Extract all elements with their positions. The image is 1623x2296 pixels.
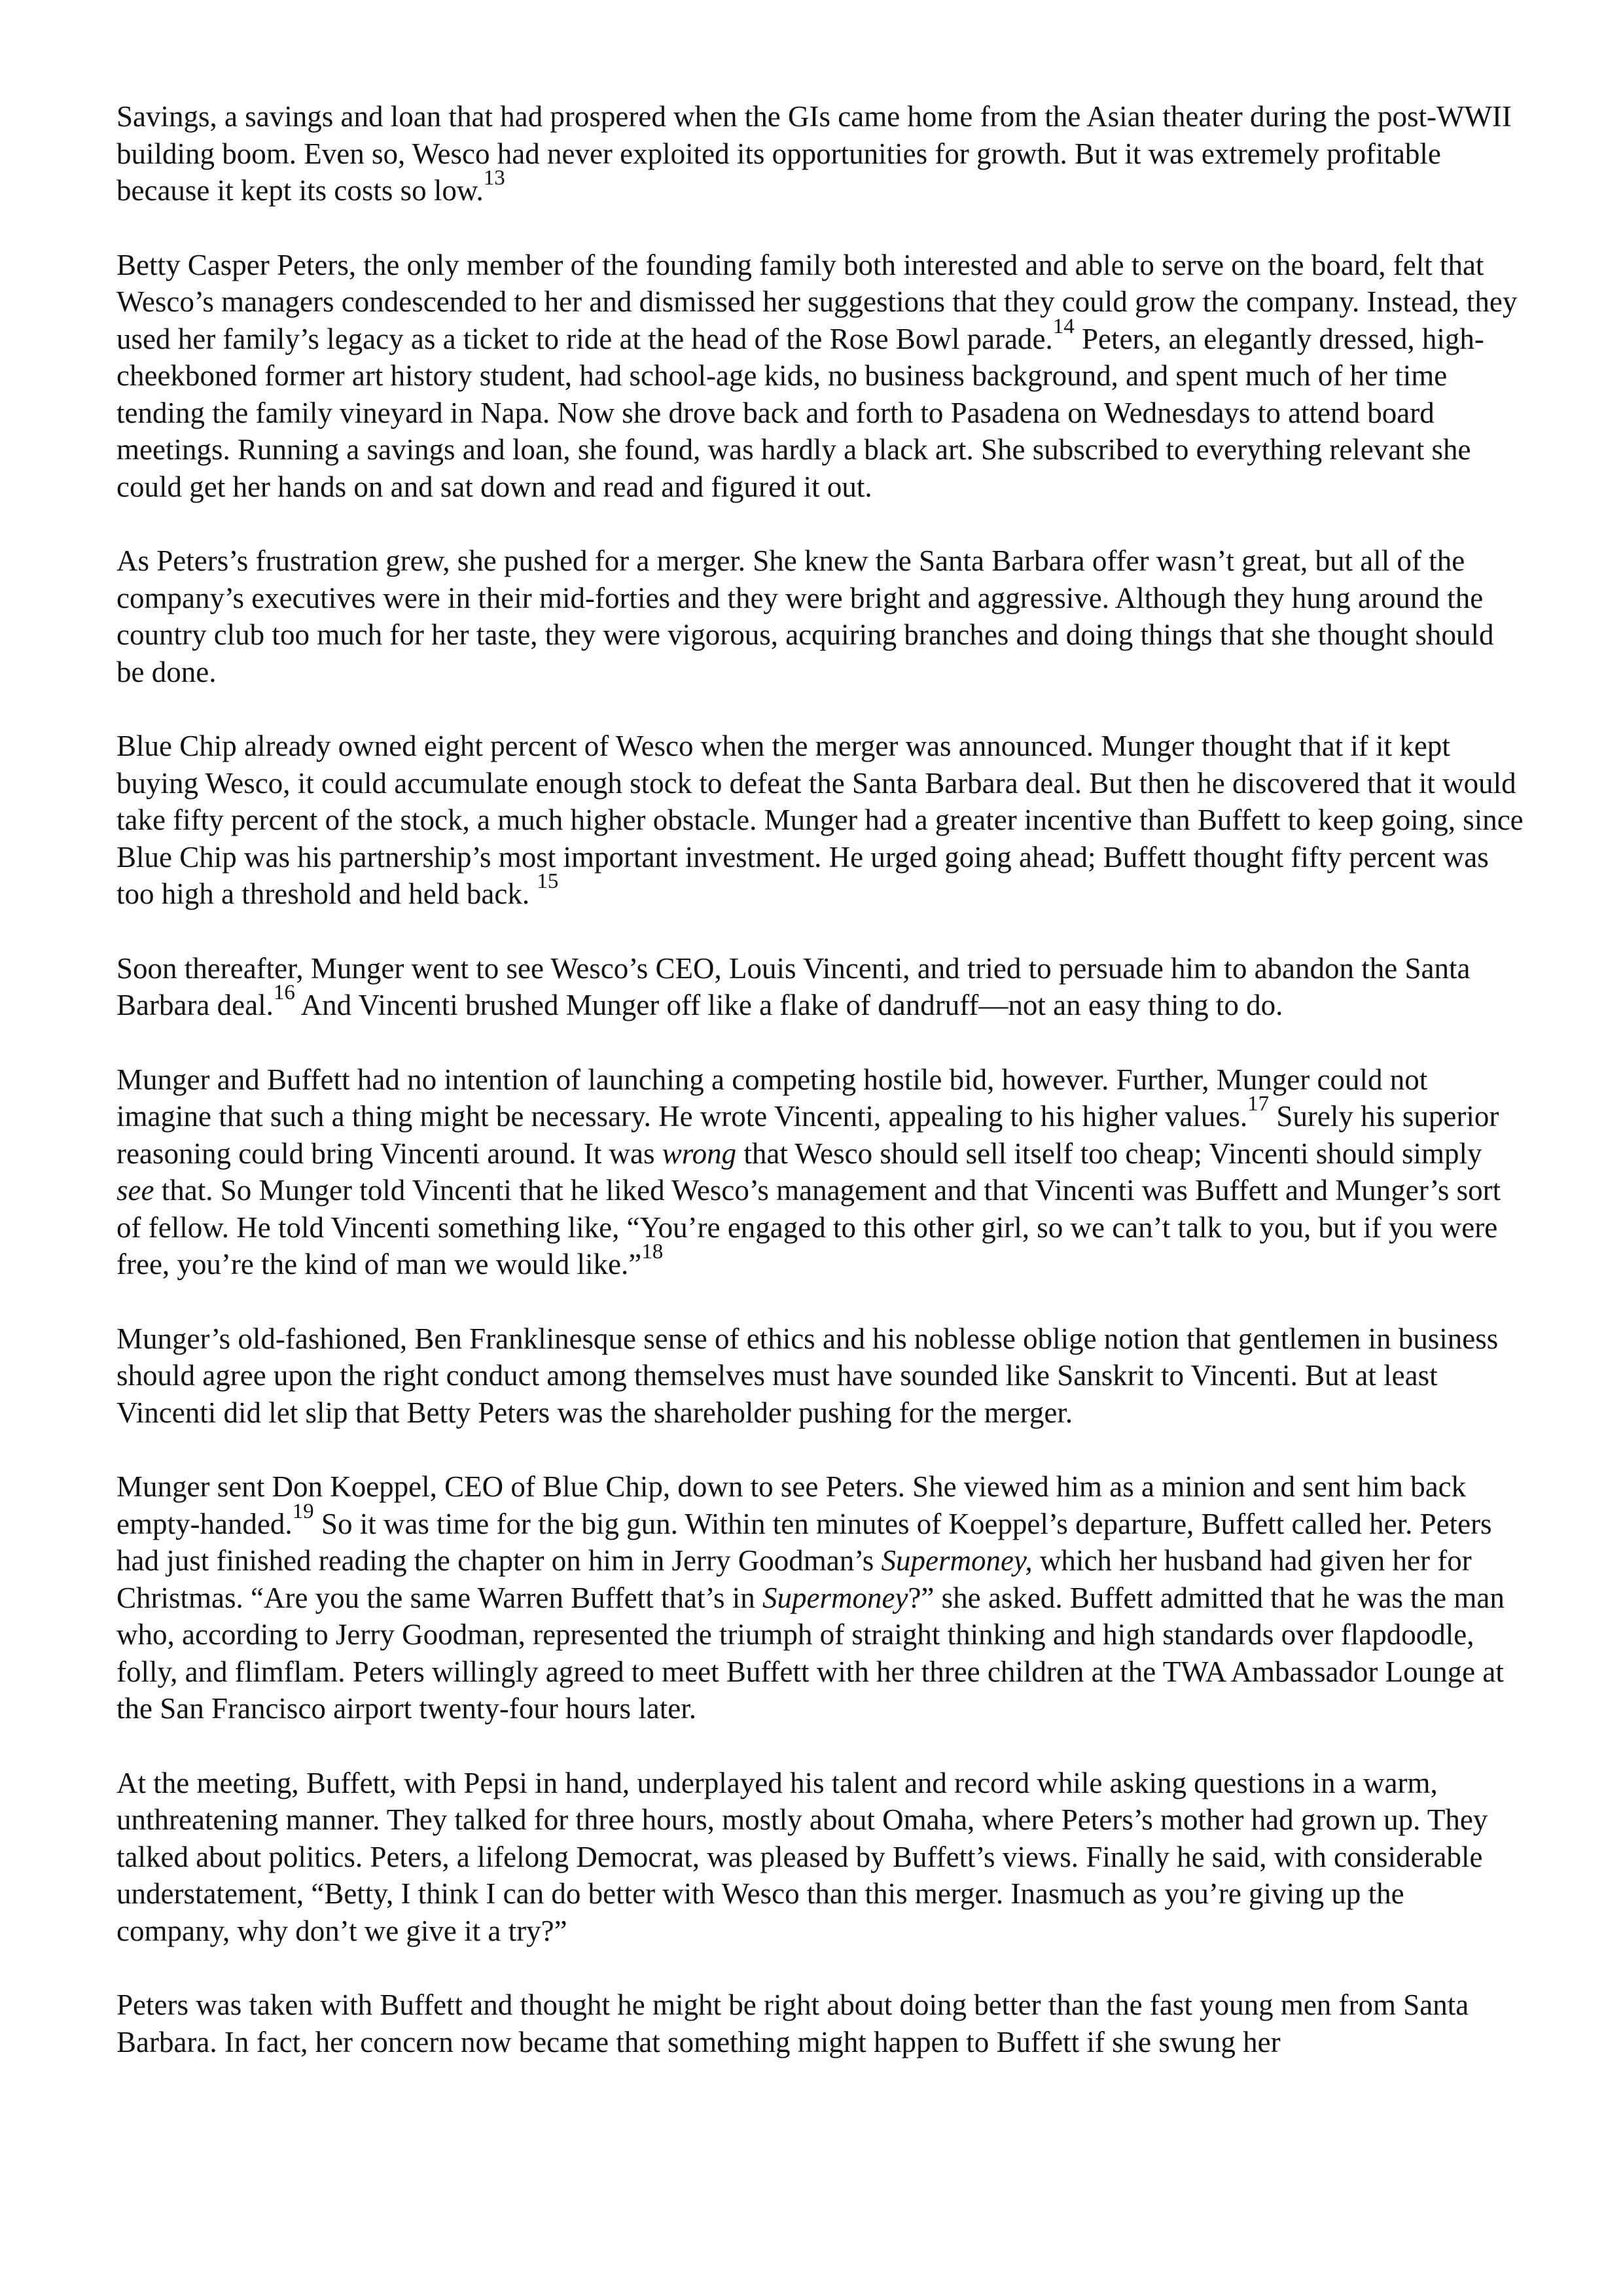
italic-text: wrong	[662, 1137, 737, 1170]
italic-text: see	[116, 1174, 154, 1207]
text-run: So it was time for the big gun. Within ten minutes of Koeppel’s departure, Buffett called her. Peters had just finished reading the chapter on him in Jerry Goodman’s	[116, 1507, 1492, 1577]
text-run: Peters, an elegantly dressed, high-cheekboned former art history student, had school-age kids, no business background, and spent much of her time tending the family vineyard in Napa. Now she drove back and forth to Pasadena on Wednesdays to attend board meetings. Running a savings and loan, she found, was hardly a black art. She subscribed to everything relevant she could get her hands on and sat down and read and figured it out.	[116, 322, 1484, 503]
text-run: Blue Chip already owned eight percent of Wesco when the merger was announced. Munger thought that if it kept buying Wesco, it could accumulate enough stock to defeat the Santa Barbara deal. But then he discovered that it would take fifty percent of the stock, a much higher obstacle. Munger had a greater incentive than Buffett to keep going, since Blue Chip was his partnership’s most important investment. He urged going ahead; Buffett thought fifty percent was too high a threshold and held back.	[116, 730, 1524, 910]
body-paragraph	[116, 542, 1524, 690]
body-paragraph	[116, 247, 1524, 506]
body-paragraph	[116, 950, 1524, 1024]
text-run: Munger sent Don Koeppel, CEO of Blue Chip, down to see Peters. She viewed him as a minion and sent him back empty-handed.	[116, 1470, 1467, 1540]
footnote-marker: 13	[483, 166, 505, 190]
text-run: Munger and Buffett had no intention of launching a competing hostile bid, however. Further, Munger could not imagine that such a thing might be necessary. He wrote Vincenti, appealing to his higher values.	[116, 1063, 1428, 1133]
text-run: that. So Munger told Vincenti that he liked Wesco’s management and that Vincenti was Buffett and Munger’s sort of fellow. He told Vincenti something like, “You’re engaged to this other girl, so we can’t talk to you, but if you were free, you’re the kind of man we would like.”	[116, 1174, 1501, 1280]
text-run: Surely his superior reasoning could bring Vincenti around. It was	[116, 1100, 1499, 1170]
text-run: which her husband had given her for Christmas. “Are you the same Warren Buffett that’s in	[116, 1544, 1472, 1614]
document-page	[116, 98, 1524, 2060]
text-run: ?” she asked. Buffett admitted that he was the man who, according to Jerry Goodman, represented the triumph of straight thinking and high standards over flapdoodle, folly, and flimflam. Peters willingly agreed to meet Buffett with her three children at the TWA Ambassador Lounge at the San Francisco airport twenty-four hours later.	[116, 1581, 1505, 1725]
body-paragraph	[116, 1987, 1524, 2060]
text-run: Munger’s old-fashioned, Ben Franklinesque sense of ethics and his noblesse oblige notion that gentlemen in business should agree upon the right conduct among themselves must have sounded like Sanskrit to Vincenti. But at least Vincenti did let slip that Betty Peters was the shareholder pushing for the merger.	[116, 1322, 1499, 1429]
text-run: that Wesco should sell itself too cheap; Vincenti should simply	[736, 1137, 1482, 1170]
body-paragraph	[116, 1468, 1524, 1727]
body-paragraph	[116, 1320, 1524, 1432]
text-run: Peters was taken with Buffett and thought he might be right about doing better than the fast young men from Santa Barbara. In fact, her concern now became that something might happen to Buffett if she swung her	[116, 1988, 1469, 2058]
body-paragraph	[116, 1765, 1524, 1950]
footnote-marker: 19	[292, 1499, 314, 1523]
body-paragraph	[116, 728, 1524, 913]
italic-text: Supermoney	[762, 1581, 908, 1614]
text-run: And Vincenti brushed Munger off like a flake of dandruff—not an easy thing to do.	[294, 989, 1283, 1021]
text-run: Betty Casper Peters, the only member of the founding family both interested and able to serve on the board, felt that Wesco’s managers condescended to her and dismissed her suggestions that they could grow the company. Instead, they used her family’s legacy as a ticket to ride at the head of the Rose Bowl parade.	[116, 248, 1518, 355]
footnote-marker: 15	[537, 870, 559, 893]
footnote-marker: 14	[1052, 314, 1075, 338]
text-run: At the meeting, Buffett, with Pepsi in hand, underplayed his talent and record while asking questions in a warm, unthreatening manner. They talked for three hours, mostly about Omaha, where Peters’s mother had grown up. They talked about politics. Peters, a lifelong Democrat, was pleased by Buffett’s views. Finally he said, with considerable understatement, “Betty, I think I can do better with Wesco than this merger. Inasmuch as you’re giving up the company, why don’t we give it a try?”	[116, 1766, 1488, 1947]
text-run: Soon thereafter, Munger went to see Wesco’s CEO, Louis Vincenti, and tried to persuade him to abandon the Santa Barbara deal.	[116, 951, 1471, 1021]
text-run: As Peters’s frustration grew, she pushed for a merger. She knew the Santa Barbara offer wasn’t great, but all of the company’s executives were in their mid-forties and they were bright and aggressive. Although they hung around the country club too much for her taste, they were vigorous, acquiring branches and doing things that she thought should be done.	[116, 544, 1494, 688]
text-run: Savings, a savings and loan that had prospered when the GIs came home from the Asian theater during the post-WWII building boom. Even so, Wesco had never exploited its opportunities for growth. But it was extremely profitable because it kept its costs so low.	[116, 100, 1512, 207]
italic-text: Supermoney,	[881, 1544, 1033, 1577]
body-paragraph	[116, 1061, 1524, 1283]
footnote-marker: 17	[1247, 1092, 1270, 1116]
body-paragraph	[116, 98, 1524, 209]
footnote-marker: 16	[273, 981, 295, 1004]
footnote-marker: 18	[641, 1240, 664, 1263]
